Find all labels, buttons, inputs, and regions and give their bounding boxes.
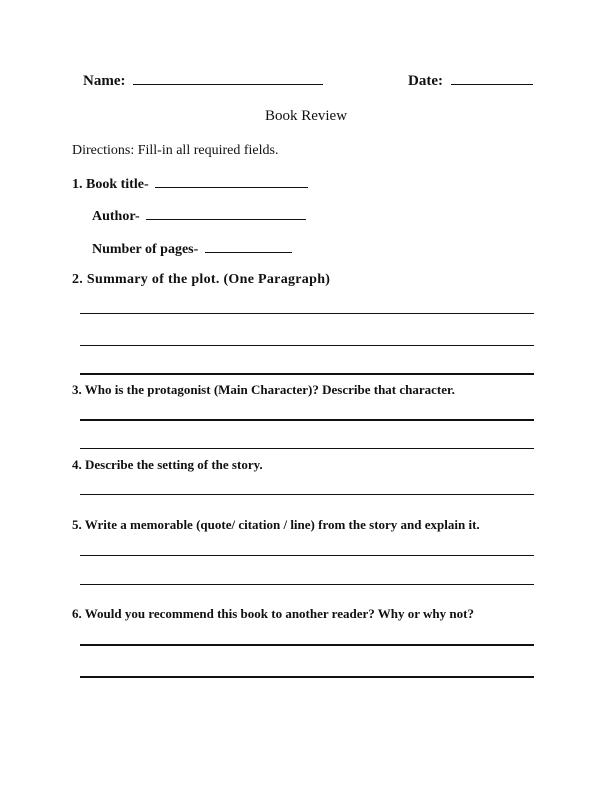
answer-line-3b[interactable] [80,448,534,449]
answer-line-2a[interactable] [80,313,534,314]
question-2: 2. Summary of the plot. (One Paragraph) [72,272,331,287]
name-field[interactable] [133,72,323,85]
answer-line-4a[interactable] [80,494,534,495]
pages-label: Number of pages- [92,242,199,257]
question-4: 4. Describe the setting of the story. [72,457,263,472]
author-label: Author- [92,209,140,224]
author-field[interactable] [146,207,306,220]
book-title-label: 1. Book title- [72,177,149,192]
answer-line-2c[interactable] [80,373,534,375]
page-title: Book Review [264,108,348,124]
name-label: Name: [83,73,126,89]
answer-line-5a[interactable] [80,555,534,556]
date-field[interactable] [451,72,533,85]
author-row [92,207,306,225]
directions-text: Directions: Fill-in all required fields. [72,143,279,158]
answer-line-2b[interactable] [80,345,534,346]
answer-line-5b[interactable] [80,584,534,585]
date-row [408,72,533,90]
answer-line-6a[interactable] [80,644,534,646]
book-title-field[interactable] [155,175,308,188]
answer-line-6b[interactable] [80,676,534,678]
name-row [83,72,323,90]
pages-row [92,240,292,258]
pages-field[interactable] [205,240,292,253]
question-3: 3. Who is the protagonist (Main Character)? Describe that character. [72,382,455,397]
answer-line-3a[interactable] [80,419,534,421]
question-6: 6. Would you recommend this book to another reader? Why or why not? [72,606,474,621]
question-5: 5. Write a memorable (quote/ citation / line) from the story and explain it. [72,517,480,532]
book-title-row [72,175,308,193]
date-label: Date: [408,73,443,89]
